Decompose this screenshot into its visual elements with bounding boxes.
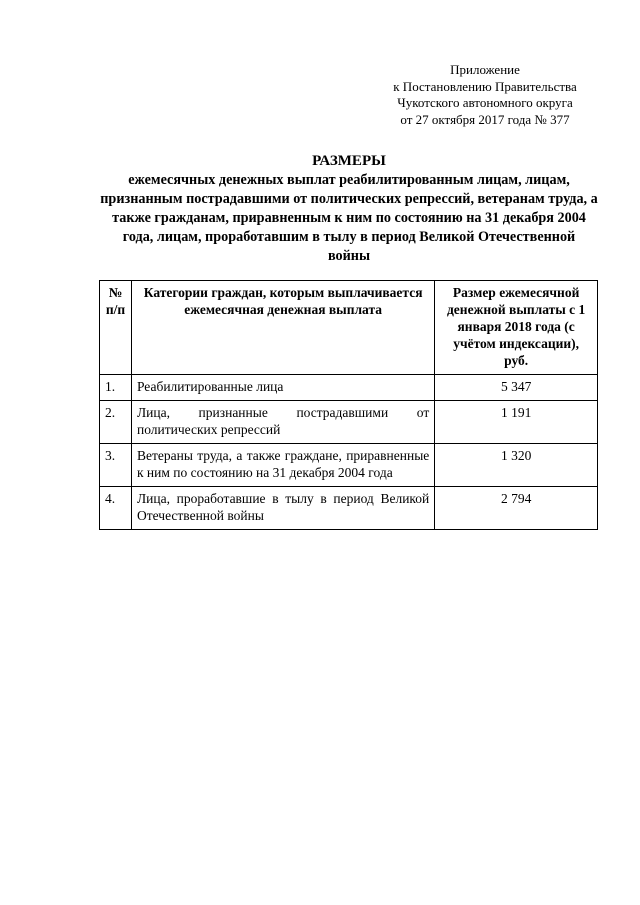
header-category: Категории граждан, которым выплачивается ежемесячная денежная выплата — [131, 281, 434, 375]
row-category: Ветераны труда, а также граждане, приравненные к ним по состоянию на 31 декабря 2004 года — [131, 444, 434, 487]
row-amount: 5 347 — [435, 375, 598, 401]
appendix-block — [370, 62, 600, 128]
row-amount: 1 191 — [435, 401, 598, 444]
row-number: 2. — [100, 401, 132, 444]
row-category: Лица, проработавшие в тылу в период Великой Отечественной войны — [131, 487, 434, 530]
table-row — [100, 444, 598, 487]
table-header-row — [100, 281, 598, 375]
payments-table — [99, 280, 598, 530]
document-subtitle: ежемесячных денежных выплат реабилитированным лицам, лицам, признанным пострадавшими от политических репрессий, ветеранам труда, а также гражданам, приравненным к ним по состоянию на 31 декабря 2004 года, лицам, проработавшим в тылу в период Великой Отечественной войны — [100, 172, 598, 264]
row-amount: 1 320 — [435, 444, 598, 487]
row-category: Реабилитированные лица — [131, 375, 434, 401]
header-number: № п/п — [100, 281, 132, 375]
header-amount: Размер ежемесячной денежной выплаты с 1 января 2018 года (с учётом индексации), руб. — [435, 281, 598, 375]
table-row — [100, 375, 598, 401]
appendix-date-number: от 27 октября 2017 года № 377 — [400, 111, 570, 127]
table-row — [100, 487, 598, 530]
appendix-region: Чукотского автономного округа — [397, 95, 573, 110]
row-category: Лица, признанные пострадавшими от политических репрессий — [131, 401, 434, 444]
row-number: 1. — [100, 375, 132, 401]
appendix-decree-ref: к Постановлению Правительства — [393, 78, 577, 94]
appendix-label: Приложение — [450, 62, 520, 77]
document-title: РАЗМЕРЫ — [312, 153, 386, 169]
row-number: 4. — [100, 487, 132, 530]
row-number: 3. — [100, 444, 132, 487]
table-row — [100, 401, 598, 444]
document-heading — [100, 152, 598, 266]
row-amount: 2 794 — [435, 487, 598, 530]
